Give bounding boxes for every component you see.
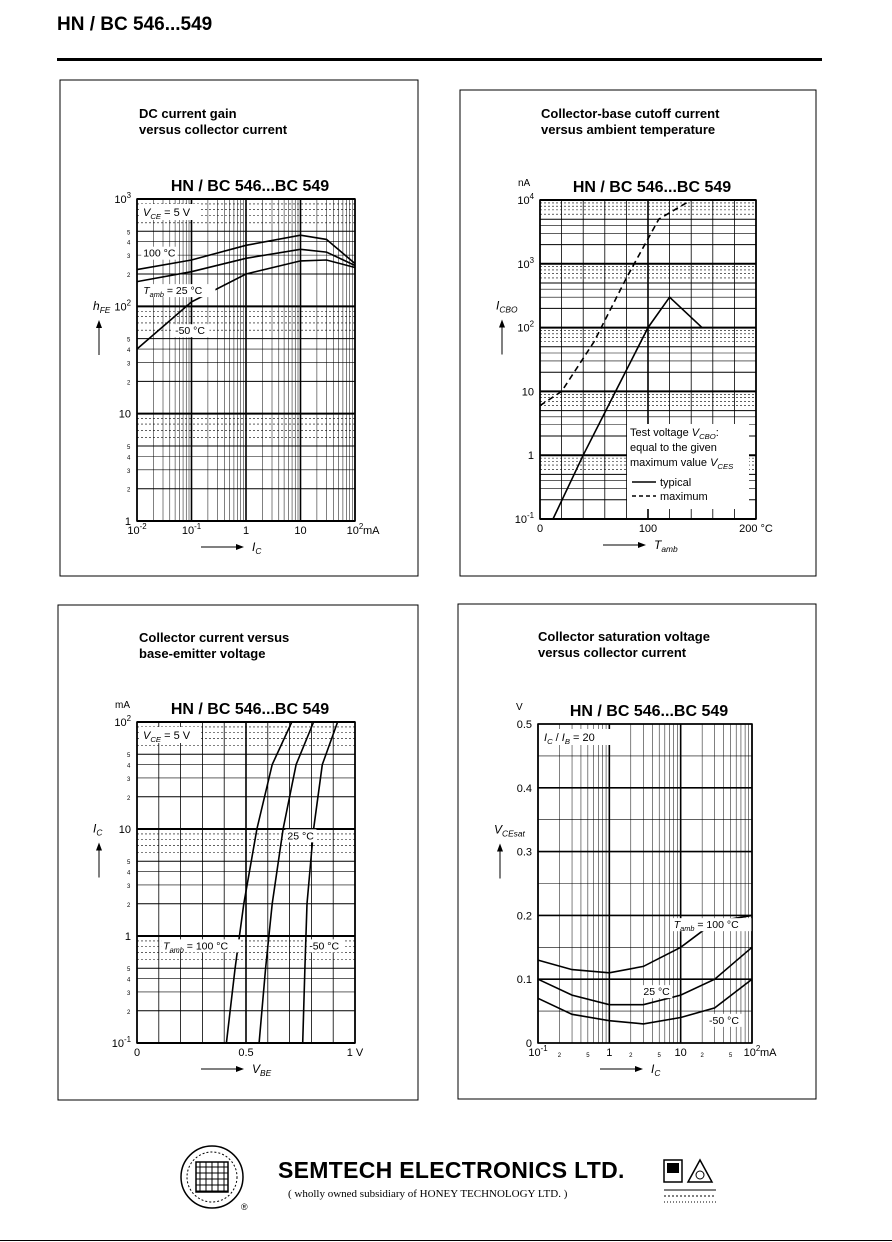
minor-tick-label: 4 xyxy=(127,348,131,355)
y-tick-label: 0 xyxy=(525,1038,532,1050)
certification-marks xyxy=(664,1160,716,1202)
chart1-caption-line2: versus collector current xyxy=(139,122,288,137)
y-axis-label: $I_{CBO}$ xyxy=(496,298,518,315)
x-tick-label: 1 xyxy=(606,1047,613,1059)
company-logo xyxy=(181,1146,243,1208)
y-tick-label: 0.4 xyxy=(516,782,532,795)
legend-label: maximum xyxy=(660,491,708,503)
legend-label: typical xyxy=(660,477,692,489)
curve-label: 25 °C xyxy=(643,986,670,999)
cert-mark-1-fill xyxy=(667,1163,679,1173)
chart-title: HN / BC 546...BC 549 xyxy=(170,701,330,718)
x-axis-label: $I_C$ xyxy=(252,540,262,556)
x-tick-label: 0.5 xyxy=(238,1047,254,1059)
curve-label: $T_{amb} = 25$ °C xyxy=(143,285,203,300)
x-tick-label: 1 xyxy=(242,525,250,537)
x-axis-label: $I_C$ xyxy=(651,1062,661,1078)
condition-label: $V_{CE} = 5$ V xyxy=(143,207,191,221)
minor-tick-label: 5 xyxy=(127,860,131,867)
y-tick-label: 10 xyxy=(118,408,131,421)
x-arrow-head xyxy=(236,1066,244,1072)
minor-tick-label: 4 xyxy=(127,763,131,770)
y-tick-label: 10 xyxy=(118,824,131,836)
curve-label: -50 °C xyxy=(309,940,340,953)
chart1-caption-line1: DC current gain xyxy=(139,106,237,121)
y-tick-label: $10^{-1}$ xyxy=(514,511,534,526)
y-tick-label: $10^2$ xyxy=(517,319,534,335)
y-arrow-head xyxy=(96,843,102,851)
minor-tick-label: 2 xyxy=(700,1053,704,1059)
y-unit: V xyxy=(516,702,523,713)
x-tick-label: $10^2$ xyxy=(346,522,364,537)
condition-label: $I_C / I_B = 20$ xyxy=(544,732,595,746)
minor-tick-label: 3 xyxy=(127,468,131,475)
y-tick-label: 0.2 xyxy=(516,910,532,923)
x-arrow-head xyxy=(638,542,646,548)
minor-tick-label: 2 xyxy=(127,487,131,494)
curve-label: -50 °C xyxy=(709,1014,739,1027)
y-unit: mA xyxy=(115,700,130,711)
minor-tick-label: 3 xyxy=(127,776,131,783)
chart-2 xyxy=(460,90,816,576)
x-tick-label: 10 xyxy=(674,1047,687,1059)
x-tick-label: $10^{-1}$ xyxy=(528,1044,548,1059)
minor-tick-label: 5 xyxy=(127,230,131,237)
x-axis-label: $T_{amb}$ xyxy=(654,538,678,554)
y-arrow-head xyxy=(96,320,102,328)
y-axis-label: $I_C$ xyxy=(93,821,103,838)
y-arrow-head xyxy=(499,320,505,328)
series-line-2 xyxy=(259,722,314,1043)
chart-1 xyxy=(60,80,418,576)
note-line: Test voltage $V_{CBO}$: xyxy=(630,427,719,441)
minor-tick-label: 2 xyxy=(557,1053,562,1059)
note-line: equal to the given xyxy=(630,442,717,454)
y-tick-label: 0.1 xyxy=(516,974,532,987)
chart2-caption-line2: versus ambient temperature xyxy=(541,122,716,137)
chart-4 xyxy=(458,604,816,1099)
cert-mark-2-inner xyxy=(696,1171,704,1179)
y-tick-label: $10^2$ xyxy=(114,714,131,729)
curve-label: 100 °C xyxy=(143,247,176,260)
minor-tick-label: 3 xyxy=(127,883,131,890)
minor-tick-label: 3 xyxy=(127,361,131,368)
x-tick-label: $10^2$ xyxy=(743,1044,761,1059)
x-arrow-head xyxy=(635,1066,643,1072)
registered-mark: ® xyxy=(241,1202,248,1212)
minor-tick-label: 2 xyxy=(127,902,131,909)
series-line-2 xyxy=(540,200,691,406)
minor-tick-label: 5 xyxy=(127,967,131,974)
x-tick-label: 0 xyxy=(536,523,544,535)
x-tick-label: 100 xyxy=(638,523,658,535)
x-tick-label: 0 xyxy=(133,1047,141,1059)
curve-label: -50 °C xyxy=(175,325,205,338)
minor-tick-label: 5 xyxy=(127,337,131,344)
y-unit: nA xyxy=(518,178,531,189)
minor-tick-label: 4 xyxy=(127,870,131,877)
note-line: maximum value $V_{CES}$ xyxy=(630,457,734,471)
chart2-caption-line1: Collector-base cutoff current xyxy=(541,106,720,121)
minor-tick-label: 5 xyxy=(127,444,131,451)
series-line-3 xyxy=(303,722,338,1043)
minor-tick-label: 4 xyxy=(127,240,131,247)
minor-tick-label: 4 xyxy=(127,455,131,462)
minor-tick-label: 2 xyxy=(127,1009,131,1016)
x-axis-label: $V_{BE}$ xyxy=(252,1062,272,1078)
minor-tick-label: 2 xyxy=(127,795,131,802)
y-tick-label: $10^{-1}$ xyxy=(111,1035,131,1050)
y-tick-label: $10^4$ xyxy=(517,192,534,207)
y-tick-label: 10 xyxy=(521,386,534,399)
y-axis-label: $h_{FE}$ xyxy=(93,299,111,315)
curve-label: 25 °C xyxy=(287,830,314,843)
minor-tick-label: 5 xyxy=(127,753,131,760)
x-tick-label: 200 °C xyxy=(739,523,773,535)
x-tick-label: 1 V xyxy=(346,1047,364,1059)
minor-tick-label: 2 xyxy=(127,273,131,280)
y-tick-label: $10^2$ xyxy=(114,298,131,314)
y-tick-label: $10^3$ xyxy=(114,191,131,206)
bottom-rule xyxy=(0,1240,892,1241)
x-arrow-head xyxy=(236,544,244,550)
chart-title: HN / BC 546...BC 549 xyxy=(569,703,729,720)
x-tick-label: 10 xyxy=(294,525,307,537)
subsidiary-note: ( wholly owned subsidiary of HONEY TECHNOLOGY LTD. ) xyxy=(288,1188,568,1200)
y-tick-label: 0.3 xyxy=(516,846,532,859)
series-line-1 xyxy=(226,722,291,1043)
y-tick-label: 1 xyxy=(124,516,131,528)
chart-title: HN / BC 546...BC 549 xyxy=(572,179,732,196)
company-name: SEMTECH ELECTRONICS LTD. xyxy=(278,1157,625,1183)
condition-label: $V_{CE} = 5$ V xyxy=(143,730,191,744)
x-unit: mA xyxy=(363,525,380,537)
y-tick-label: 0.5 xyxy=(516,719,532,731)
minor-tick-label: 2 xyxy=(629,1053,633,1059)
curve-label: $T_{amb} = 100$ °C xyxy=(673,919,739,934)
minor-tick-label: 5 xyxy=(728,1053,733,1059)
x-unit: mA xyxy=(760,1047,777,1059)
document-title: HN / BC 546...549 xyxy=(57,14,213,35)
curve-label: $T_{amb} = 100$ °C xyxy=(163,940,229,955)
minor-tick-label: 5 xyxy=(586,1053,590,1059)
minor-tick-label: 5 xyxy=(657,1053,661,1059)
chart-3 xyxy=(58,605,418,1100)
chart-frame xyxy=(60,80,418,576)
y-arrow-head xyxy=(497,844,503,852)
minor-tick-label: 3 xyxy=(127,254,131,261)
chart3-caption-line2: base-emitter voltage xyxy=(139,646,266,661)
chart4-caption-line1: Collector saturation voltage xyxy=(538,629,710,644)
x-tick-label: $10^{-2}$ xyxy=(127,522,147,537)
minor-tick-label: 3 xyxy=(127,990,131,997)
x-tick-label: $10^{-1}$ xyxy=(181,522,202,537)
chart4-caption-line2: versus collector current xyxy=(538,645,687,660)
y-tick-label: $10^3$ xyxy=(517,255,534,271)
y-tick-label: 1 xyxy=(124,931,131,943)
minor-tick-label: 4 xyxy=(127,977,131,984)
chart-title: HN / BC 546...BC 549 xyxy=(170,178,330,195)
y-axis-label: $V_{CEsat}$ xyxy=(494,822,525,839)
y-tick-label: 1 xyxy=(527,450,534,463)
chart3-caption-line1: Collector current versus xyxy=(139,630,290,645)
minor-tick-label: 2 xyxy=(127,380,131,387)
